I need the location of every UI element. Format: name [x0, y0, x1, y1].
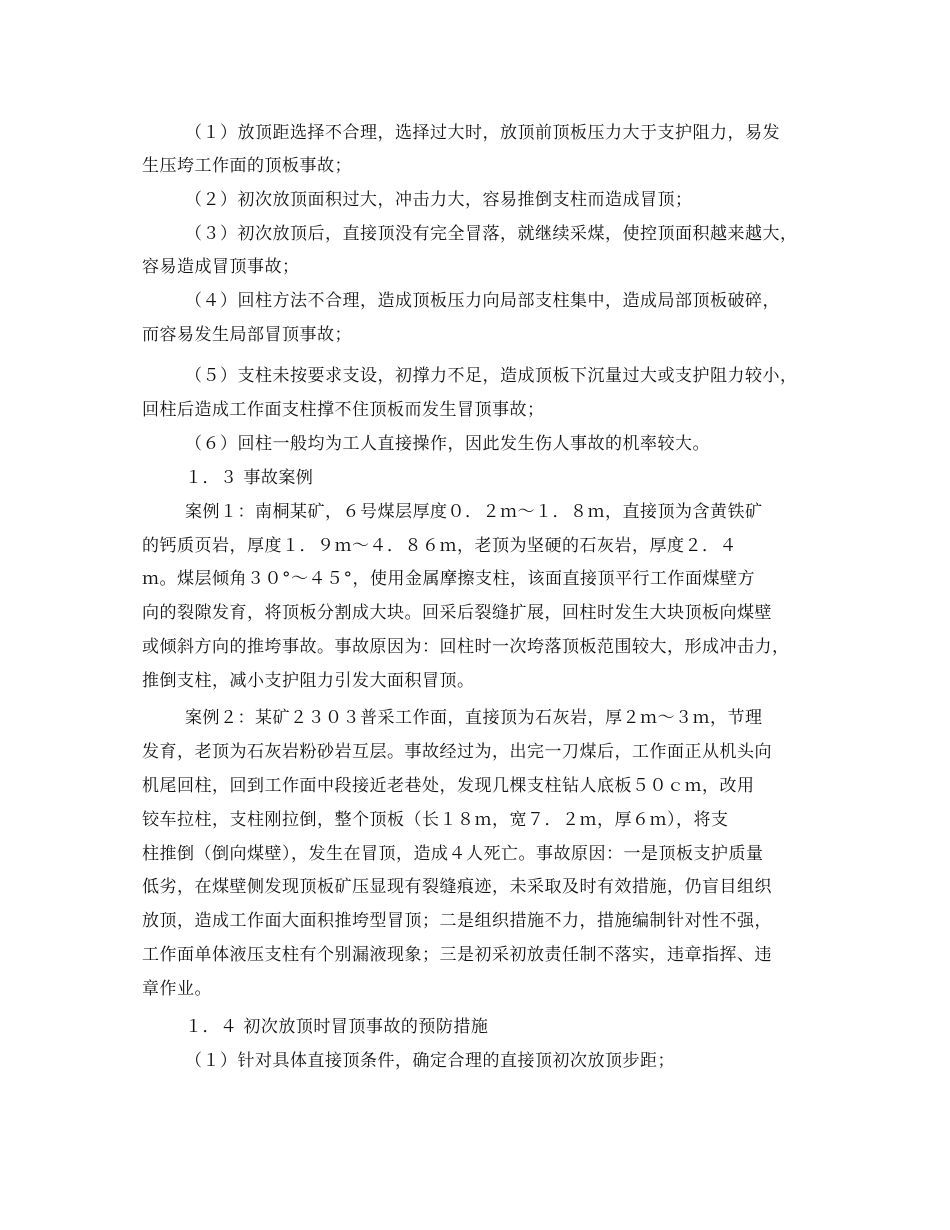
- text-line: 放顶，造成工作面大面积推垮型冒顶；二是组织措施不力，措施编制针对性不强，: [142, 911, 772, 931]
- text-line: 章作业。: [142, 979, 212, 999]
- text-line: 推倒支柱，减小支护阻力引发大面积冒顶。: [142, 671, 475, 691]
- text-line: 工作面单体液压支柱有个别漏液现象；三是初采初放责任制不落实，违章指挥、违: [142, 945, 772, 965]
- text-line: 生压垮工作面的顶板事故；: [142, 156, 352, 176]
- text-line: 案例１：南桐某矿，６号煤层厚度０．２ｍ～１．８ｍ，直接顶为含黄铁矿: [185, 502, 763, 522]
- text-line: 机尾回柱，回到工作面中段接近老巷处，发现几棵支柱钻人底板５０ｃｍ，改用: [142, 776, 755, 796]
- text-line: （１）放顶距选择不合理，选择过大时，放顶前顶板压力大于支护阻力，易发: [185, 123, 780, 143]
- text-line: 而容易发生局部冒顶事故；: [142, 325, 352, 345]
- section-heading: １．３ 事故案例: [185, 468, 314, 488]
- text-line: 发育，老顶为石灰岩粉砂岩互层。事故经过为，出完一刀煤后，工作面正从机头向: [142, 742, 772, 762]
- text-line: ｍ。煤层倾角３０°～４５°，使用金属摩擦支柱，该面直接顶平行工作面煤壁方: [142, 569, 755, 589]
- text-line: （４）回柱方法不合理，造成顶板压力向局部支柱集中，造成局部顶板破碎，: [185, 291, 780, 311]
- text-line: （３）初次放顶后，直接顶没有完全冒落，就继续采煤，使控顶面积越来越大，: [185, 224, 798, 244]
- text-line: 的钙质页岩，厚度１．９ｍ～４．８６ｍ，老顶为坚硬的石灰岩，厚度２．４: [142, 536, 737, 556]
- text-line: （２）初次放顶面积过大，冲击力大，容易推倒支柱而造成冒顶；: [185, 190, 693, 210]
- text-line: 或倾斜方向的推垮事故。事故原因为：回柱时一次垮落顶板范围较大，形成冲击力，: [142, 637, 790, 657]
- text-line: （５）支柱未按要求支设，初撑力不足，造成顶板下沉量过大或支护阻力较小，: [185, 366, 798, 386]
- text-line: 容易造成冒顶事故；: [142, 257, 300, 277]
- text-line: 向的裂隙发育，将顶板分割成大块。回采后裂缝扩展，回柱时发生大块顶板向煤壁: [142, 603, 772, 623]
- text-line: 案例２：某矿２３０３普采工作面，直接顶为石灰岩，厚２ｍ～３ｍ，节理: [185, 708, 763, 728]
- text-line: （１）针对具体直接顶条件，确定合理的直接顶初次放顶步距；: [185, 1051, 675, 1071]
- section-heading: １．４ 初次放顶时冒顶事故的预防措施: [185, 1017, 489, 1037]
- text-line: （６）回柱一般均为工人直接操作，因此发生伤人事故的机率较大。: [185, 434, 710, 454]
- text-line: 柱推倒（倒向煤壁），发生在冒顶，造成４人死亡。事故原因：一是顶板支护质量: [142, 844, 764, 864]
- text-line: 回柱后造成工作面支柱撑不住顶板而发生冒顶事故；: [142, 400, 545, 420]
- text-line: 铰车拉柱，支柱刚拉倒，整个顶板（长１８ｍ，宽７．２ｍ，厚６ｍ），将支: [142, 810, 729, 830]
- text-line: 低劣，在煤壁侧发现顶板矿压显现有裂缝痕迹，未采取及时有效措施，仍盲目组织: [142, 877, 772, 897]
